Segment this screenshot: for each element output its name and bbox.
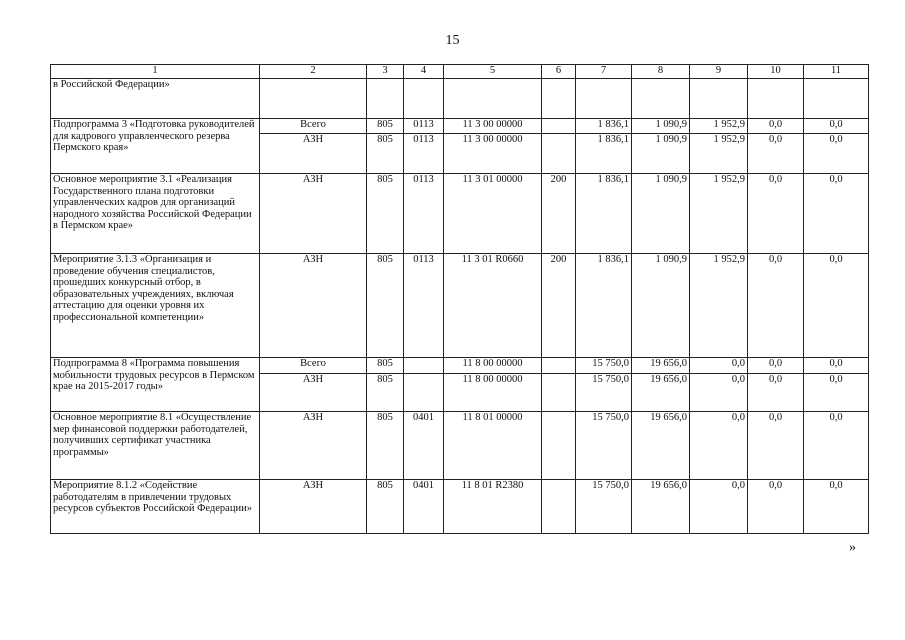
table-cell: АЗН bbox=[260, 412, 367, 480]
table-cell: 805 bbox=[367, 134, 404, 174]
table-cell bbox=[632, 79, 690, 119]
table-cell: 11 8 01 R2380 bbox=[444, 480, 542, 534]
column-header: 3 bbox=[367, 65, 404, 79]
table-cell: 1 952,9 bbox=[690, 254, 748, 358]
row-name-cell: Основное мероприятие 8.1 «Осуществление мер финансовой поддержки работодателей, получивших сертификат участника программы» bbox=[51, 412, 260, 480]
table-cell: 19 656,0 bbox=[632, 358, 690, 374]
table-cell: 0,0 bbox=[804, 374, 869, 412]
table-cell: 0,0 bbox=[804, 358, 869, 374]
table-cell bbox=[444, 79, 542, 119]
table-cell: 805 bbox=[367, 374, 404, 412]
column-header: 7 bbox=[576, 65, 632, 79]
table-cell bbox=[367, 79, 404, 119]
table-cell: 805 bbox=[367, 174, 404, 254]
table-row bbox=[51, 79, 869, 119]
table-cell: Всего bbox=[260, 358, 367, 374]
table-cell: 19 656,0 bbox=[632, 374, 690, 412]
table-cell bbox=[804, 79, 869, 119]
table-cell bbox=[542, 480, 576, 534]
table-cell: 0,0 bbox=[748, 254, 804, 358]
table-cell: 805 bbox=[367, 254, 404, 358]
table-cell: АЗН bbox=[260, 374, 367, 412]
table-cell: 1 952,9 bbox=[690, 119, 748, 134]
table-cell: 1 952,9 bbox=[690, 134, 748, 174]
column-header: 9 bbox=[690, 65, 748, 79]
column-header: 2 bbox=[260, 65, 367, 79]
table-cell: 1 090,9 bbox=[632, 174, 690, 254]
table-cell: 0,0 bbox=[804, 134, 869, 174]
column-header: 11 bbox=[804, 65, 869, 79]
column-header: 1 bbox=[51, 65, 260, 79]
table-row bbox=[51, 174, 869, 254]
table-cell bbox=[404, 358, 444, 374]
table-cell: 11 3 00 00000 bbox=[444, 134, 542, 174]
column-header: 5 bbox=[444, 65, 542, 79]
row-name-cell: Подпрограмма 3 «Подготовка руководителей для кадрового управленческого резерва Пермского края» bbox=[51, 119, 260, 174]
table-cell: 0113 bbox=[404, 119, 444, 134]
table-row bbox=[51, 412, 869, 480]
table-cell: 805 bbox=[367, 480, 404, 534]
table-cell: 0113 bbox=[404, 174, 444, 254]
table-cell: 200 bbox=[542, 254, 576, 358]
row-name-cell: Мероприятие 3.1.3 «Организация и проведение обучения специалистов, прошедших конкурсный отбор, в образовательных учреждениях, включая аттестацию для оценки уровня их профессиональной компетенции» bbox=[51, 254, 260, 358]
column-number-row bbox=[51, 65, 869, 79]
row-name-cell: Подпрограмма 8 «Программа повышения мобильности трудовых ресурсов в Пермском крае на 2015-2017 годы» bbox=[51, 358, 260, 412]
table-cell: 0,0 bbox=[804, 174, 869, 254]
table-cell: 15 750,0 bbox=[576, 480, 632, 534]
table-cell bbox=[542, 374, 576, 412]
table-cell bbox=[542, 412, 576, 480]
table-row bbox=[51, 119, 869, 134]
table-cell: 1 952,9 bbox=[690, 174, 748, 254]
row-name-cell: Мероприятие 8.1.2 «Содействие работодателям в привлечении трудовых ресурсов субъектов Российской Федерации» bbox=[51, 480, 260, 534]
table-cell: 19 656,0 bbox=[632, 480, 690, 534]
table-cell: 11 3 00 00000 bbox=[444, 119, 542, 134]
page-number: 15 bbox=[445, 33, 460, 48]
row-name-cell: в Российской Федерации» bbox=[51, 79, 260, 119]
column-header: 10 bbox=[748, 65, 804, 79]
column-header: 8 bbox=[632, 65, 690, 79]
table-cell: АЗН bbox=[260, 134, 367, 174]
table-cell: 0,0 bbox=[690, 412, 748, 480]
table-cell: 11 8 01 00000 bbox=[444, 412, 542, 480]
table-row bbox=[51, 480, 869, 534]
table-row bbox=[51, 254, 869, 358]
table-cell: 1 836,1 bbox=[576, 134, 632, 174]
table-cell: Всего bbox=[260, 119, 367, 134]
table-cell bbox=[542, 119, 576, 134]
table-cell: АЗН bbox=[260, 174, 367, 254]
table-cell: 0,0 bbox=[804, 254, 869, 358]
table-cell: 805 bbox=[367, 358, 404, 374]
table-cell: 0,0 bbox=[690, 480, 748, 534]
table-cell: 0113 bbox=[404, 134, 444, 174]
table-cell: 0,0 bbox=[748, 412, 804, 480]
table-cell: АЗН bbox=[260, 254, 367, 358]
table-cell: 0,0 bbox=[748, 119, 804, 134]
table-cell: 19 656,0 bbox=[632, 412, 690, 480]
table-cell bbox=[542, 79, 576, 119]
budget-table bbox=[50, 64, 869, 534]
table-cell: 1 090,9 bbox=[632, 134, 690, 174]
table-row bbox=[51, 358, 869, 374]
row-name-cell: Основное мероприятие 3.1 «Реализация Государственного плана подготовки управленческих кадров для организаций народного хозяйства Российской Федерации в Пермском крае» bbox=[51, 174, 260, 254]
table-cell: 0,0 bbox=[748, 374, 804, 412]
table-cell: 1 090,9 bbox=[632, 254, 690, 358]
table-cell: 11 8 00 00000 bbox=[444, 374, 542, 412]
table-cell bbox=[576, 79, 632, 119]
table-cell: 805 bbox=[367, 119, 404, 134]
table-cell: 0,0 bbox=[804, 480, 869, 534]
table-cell: 0,0 bbox=[748, 480, 804, 534]
table-cell: 0401 bbox=[404, 412, 444, 480]
table-cell: 15 750,0 bbox=[576, 412, 632, 480]
table-cell: 0,0 bbox=[690, 374, 748, 412]
table-cell: 200 bbox=[542, 174, 576, 254]
table-cell: 11 3 01 R0660 bbox=[444, 254, 542, 358]
table-cell: 15 750,0 bbox=[576, 358, 632, 374]
table-cell: 0,0 bbox=[690, 358, 748, 374]
table-cell: 11 3 01 00000 bbox=[444, 174, 542, 254]
table-cell bbox=[542, 358, 576, 374]
table-cell: 1 836,1 bbox=[576, 119, 632, 134]
table-cell bbox=[404, 79, 444, 119]
column-header: 4 bbox=[404, 65, 444, 79]
table-cell: 1 836,1 bbox=[576, 174, 632, 254]
table-cell bbox=[748, 79, 804, 119]
table-cell: 0,0 bbox=[748, 358, 804, 374]
table-cell: 0,0 bbox=[804, 412, 869, 480]
table-cell bbox=[542, 134, 576, 174]
table-cell bbox=[690, 79, 748, 119]
table-cell: 0401 bbox=[404, 480, 444, 534]
column-header: 6 bbox=[542, 65, 576, 79]
table-cell bbox=[260, 79, 367, 119]
table-cell: 0,0 bbox=[748, 134, 804, 174]
table-cell: АЗН bbox=[260, 480, 367, 534]
table-cell: 11 8 00 00000 bbox=[444, 358, 542, 374]
table-body bbox=[51, 79, 869, 534]
table-cell: 1 090,9 bbox=[632, 119, 690, 134]
table-cell: 805 bbox=[367, 412, 404, 480]
table-cell: 0,0 bbox=[748, 174, 804, 254]
table-cell: 1 836,1 bbox=[576, 254, 632, 358]
table-cell: 15 750,0 bbox=[576, 374, 632, 412]
table-cell bbox=[404, 374, 444, 412]
table-cell: 0,0 bbox=[804, 119, 869, 134]
closing-quote: » bbox=[849, 540, 856, 555]
table-cell: 0113 bbox=[404, 254, 444, 358]
